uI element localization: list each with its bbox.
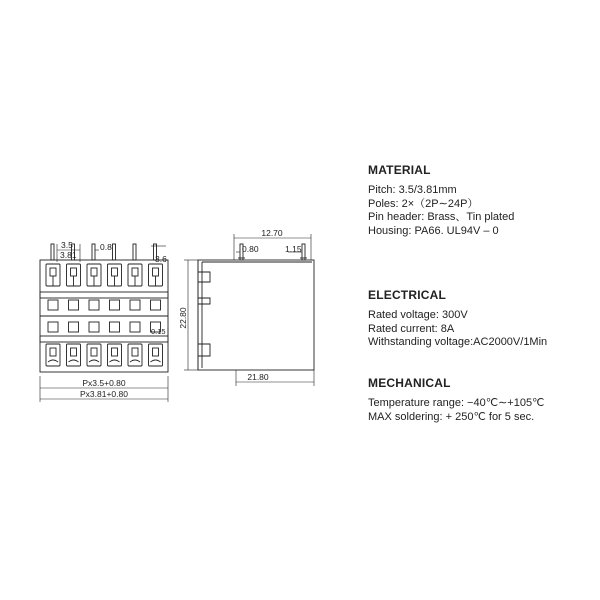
top-screw-slot — [112, 268, 118, 276]
lower-square-opening — [89, 322, 99, 332]
bottom-screw-slot — [71, 348, 77, 356]
right-offset-label: 3.6 — [155, 254, 167, 264]
lower-square-opening — [48, 322, 58, 332]
height-label: 22.80 — [178, 307, 188, 329]
bottom-screw-slot — [50, 348, 56, 356]
side-notch-mid — [198, 298, 210, 304]
top-pin — [51, 244, 54, 260]
upper-square-opening — [89, 300, 99, 310]
front-view — [40, 244, 168, 372]
electrical-section — [368, 288, 547, 350]
top-screw-slot — [71, 268, 77, 276]
depth-label: 21.80 — [247, 372, 269, 382]
width-a-label: Px3.5+0.80 — [82, 378, 126, 388]
side-notch-top — [198, 272, 210, 282]
electrical-line-current: Rated current: 8A — [368, 322, 455, 335]
bottom-clamp-curve — [130, 360, 140, 362]
side-notch-bottom — [198, 344, 210, 356]
upper-square-opening — [69, 300, 79, 310]
lower-square-opening — [69, 322, 79, 332]
material-line-pitch: Pitch: 3.5/3.81mm — [368, 184, 457, 196]
upper-square-opening — [151, 300, 161, 310]
gap-label: 0.15 — [151, 327, 166, 336]
top-screw-slot — [153, 268, 159, 276]
bottom-clamp-curve — [89, 360, 99, 362]
top-screw-slot — [91, 268, 97, 276]
top-pin — [133, 244, 136, 260]
front-gap-band-bottom — [40, 336, 168, 342]
material-line-housing: Housing: PA66. UL94V – 0 — [368, 224, 499, 237]
bottom-terminal-cell — [128, 344, 142, 366]
bottom-clamp-curve — [110, 360, 120, 362]
side-dimensions — [184, 234, 314, 386]
pitch-b-label: 3.81 — [60, 250, 77, 260]
bottom-terminal-cell — [149, 344, 163, 366]
top-pin — [113, 244, 116, 260]
lower-square-opening — [110, 322, 120, 332]
material-heading: MATERIAL — [368, 163, 431, 177]
top-pin — [92, 244, 95, 260]
mechanical-line-soldering: MAX soldering: + 250℃ for 5 sec. — [368, 410, 535, 423]
bottom-terminal-cell — [108, 344, 122, 366]
top-width-label: 12.70 — [261, 228, 283, 238]
width-b-label: Px3.81+0.80 — [80, 389, 128, 399]
electrical-line-withstanding: Withstanding voltage:AC2000V/1Min — [368, 336, 548, 348]
top-screw-slot — [50, 268, 56, 276]
upper-square-opening — [48, 300, 58, 310]
bottom-screw-slot — [132, 348, 138, 356]
electrical-heading: ELECTRICAL — [368, 288, 446, 302]
bottom-clamp-curve — [151, 360, 161, 362]
bottom-terminal-cell — [87, 344, 101, 366]
pitch-a-label: 3.5 — [61, 240, 73, 250]
electrical-line-voltage: Rated voltage: 300V — [368, 309, 468, 321]
mechanical-heading: MECHANICAL — [368, 376, 451, 390]
pin-width-label: 0.8 — [100, 242, 112, 252]
front-cells — [46, 244, 163, 366]
bottom-screw-slot — [112, 348, 118, 356]
top-screw-slot — [132, 268, 138, 276]
side-view — [198, 244, 314, 370]
pin-offset-label: 1.15 — [285, 244, 302, 254]
material-section — [368, 163, 514, 238]
mechanical-line-temperature: Temperature range: −40℃∼+105℃ — [368, 397, 545, 409]
material-line-poles: Poles: 2×（2P∼24P） — [368, 197, 479, 210]
lower-square-opening — [130, 322, 140, 332]
bottom-screw-slot — [91, 348, 97, 356]
material-line-pin-header: Pin header: Brass、Tin plated — [368, 211, 515, 223]
upper-square-opening — [130, 300, 140, 310]
front-gap-band-top — [40, 292, 168, 298]
side-profile-edge — [198, 260, 202, 370]
pin-thickness-label: 0.80 — [242, 244, 259, 254]
bottom-screw-slot — [153, 348, 159, 356]
bottom-clamp-curve — [69, 360, 79, 362]
bottom-clamp-curve — [48, 360, 58, 362]
upper-square-opening — [110, 300, 120, 310]
mechanical-section — [368, 376, 544, 424]
side-housing-outline — [198, 260, 314, 370]
bottom-terminal-cell — [67, 344, 81, 366]
bottom-terminal-cell — [46, 344, 60, 366]
